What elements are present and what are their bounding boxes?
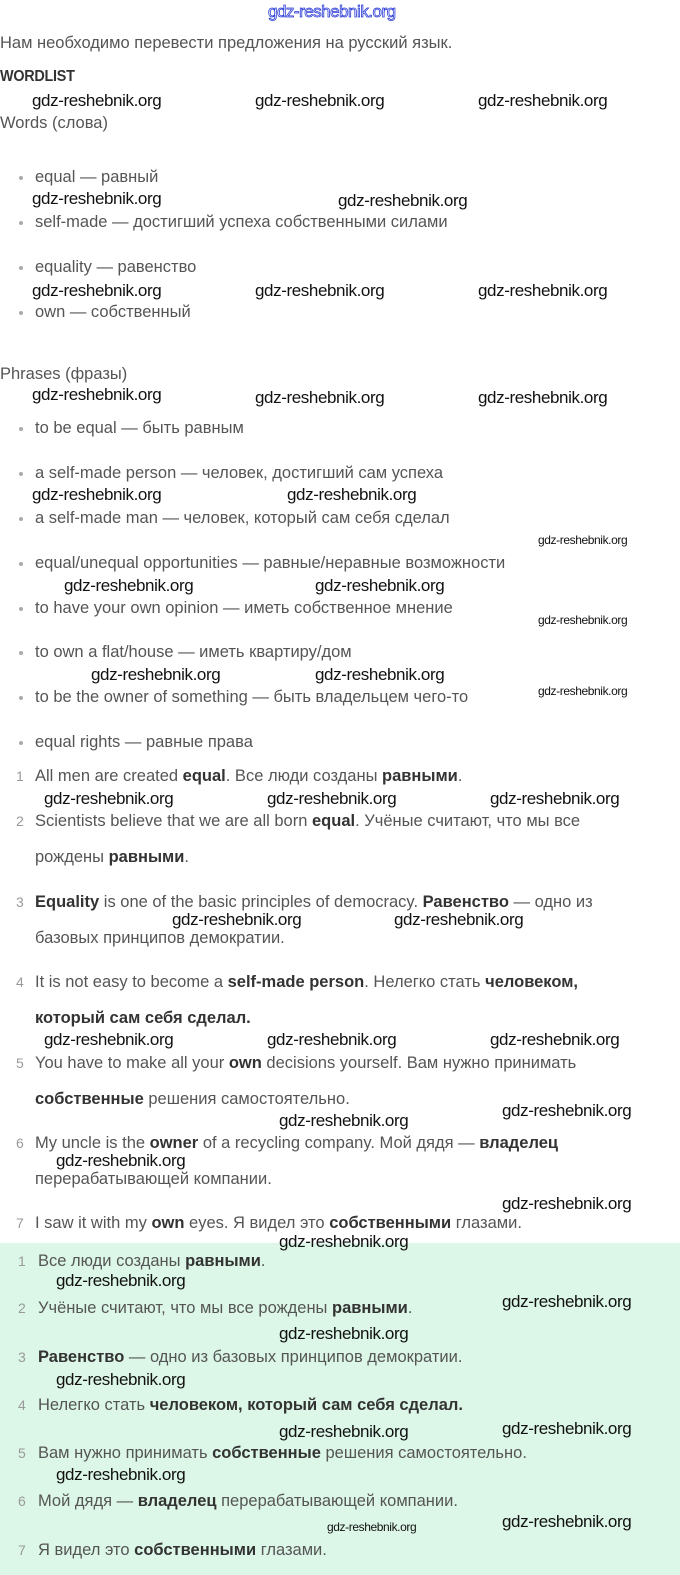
text-segment: I saw it with my <box>35 1214 152 1232</box>
bullet-icon <box>19 266 23 270</box>
word-item <box>35 167 158 187</box>
text-segment: — одно из <box>508 893 593 911</box>
text-segment: equal rights — равные права <box>35 733 253 751</box>
bold-text: равными <box>108 848 185 866</box>
watermark: gdz-reshebnik.org <box>490 789 620 808</box>
text-segment: to be equal — быть равным <box>35 419 244 437</box>
bullet-icon <box>19 517 23 521</box>
item-number: 6 <box>16 1135 24 1151</box>
text-segment: . Учёные считают, что мы все <box>355 812 581 830</box>
text-segment: equal — равный <box>35 168 159 186</box>
text-segment: of a recycling company. Мой дядя — <box>198 1134 480 1152</box>
watermark: gdz-reshebnik.org <box>56 1271 186 1290</box>
watermark: gdz-reshebnik.org <box>287 485 417 504</box>
text-segment: перерабатывающей компании. <box>216 1492 458 1510</box>
text-segment: Вам нужно принимать <box>38 1444 213 1462</box>
watermark: gdz-reshebnik.org <box>394 910 524 929</box>
watermark: gdz-reshebnik.org <box>56 1465 186 1484</box>
word-item <box>35 212 448 232</box>
text-segment: рождены <box>35 848 109 866</box>
item-number: 1 <box>16 768 24 784</box>
phrase-item <box>35 642 352 662</box>
item-number: 3 <box>16 894 24 910</box>
item-number: 2 <box>18 1300 26 1316</box>
watermark: gdz-reshebnik.org <box>255 91 385 110</box>
bold-text: owner <box>149 1134 199 1152</box>
watermark: gdz-reshebnik.org <box>502 1292 632 1311</box>
text-segment: . <box>260 1252 266 1270</box>
watermark: gdz-reshebnik.org <box>315 665 445 684</box>
sentence-line <box>35 928 285 948</box>
wordlist-title: WORDLIST <box>0 68 75 85</box>
bullet-icon <box>19 472 23 476</box>
watermark: gdz-reshebnik.org <box>538 533 628 547</box>
phrase-item <box>35 732 253 752</box>
translation-line <box>38 1251 265 1271</box>
watermark: gdz-reshebnik.org <box>478 91 608 110</box>
text-segment: own — собственный <box>35 303 191 321</box>
text-segment: self-made — достигший успеха собственными силами <box>35 213 448 231</box>
text-segment: . Нелегко стать <box>364 973 486 991</box>
translation-line <box>38 1395 463 1415</box>
text-segment: to own a flat/house — иметь квартиру/дом <box>35 643 352 661</box>
bold-text: человеком, <box>485 973 579 991</box>
watermark: gdz-reshebnik.org <box>172 910 302 929</box>
text-segment: a self-made person — человек, достигший сам успеха <box>35 464 444 482</box>
text-segment: equal/unequal opportunities — равные/неравные возможности <box>35 554 506 572</box>
watermark: gdz-reshebnik.org <box>502 1512 632 1531</box>
watermark: gdz-reshebnik.org <box>279 1111 409 1130</box>
text-segment: Нелегко стать <box>38 1396 150 1414</box>
watermark: gdz-reshebnik.org <box>538 613 628 627</box>
text-segment: . <box>407 1299 413 1317</box>
word-item <box>35 257 196 277</box>
item-number: 4 <box>16 974 24 990</box>
phrase-item <box>35 553 505 573</box>
bold-text: который сам себя сделал. <box>35 1009 251 1027</box>
phrase-item <box>35 687 468 707</box>
bullet-icon <box>19 696 23 700</box>
sentence-line <box>35 847 189 867</box>
bullet-icon <box>19 741 23 745</box>
text-segment: . <box>184 848 189 866</box>
bold-text: Равенство <box>38 1348 125 1366</box>
sentence-line <box>35 1169 272 1189</box>
intro-text: Нам необходимо перевести предложения на русский язык. <box>0 34 453 52</box>
translation-line <box>38 1298 412 1318</box>
text-segment: . Все люди созданы <box>225 767 383 785</box>
sentence-line <box>35 1089 350 1109</box>
item-number: 7 <box>16 1215 24 1231</box>
watermark: gdz-reshebnik.org <box>91 665 221 684</box>
phrase-item <box>35 463 443 483</box>
watermark: gdz-reshebnik.org <box>338 191 468 210</box>
phrase-item <box>35 418 244 438</box>
text-segment: решения самостоятельно. <box>143 1090 350 1108</box>
watermark: gdz-reshebnik.org <box>255 388 385 407</box>
bold-text: собственные <box>212 1444 321 1462</box>
watermark: gdz-reshebnik.org <box>502 1194 632 1213</box>
watermark: gdz-reshebnik.org <box>490 1030 620 1049</box>
bullet-icon <box>19 176 23 180</box>
watermark: gdz-reshebnik.org <box>255 281 385 300</box>
item-number: 5 <box>16 1055 24 1071</box>
watermark: gdz-reshebnik.org <box>279 1232 409 1251</box>
text-segment: Учёные считают, что мы все рождены <box>38 1299 332 1317</box>
bold-text: владелец <box>479 1134 559 1152</box>
watermark: gdz-reshebnik.org <box>478 281 608 300</box>
text-segment: My uncle is the <box>35 1134 150 1152</box>
watermark: gdz-reshebnik.org <box>279 1324 409 1343</box>
text-segment: equality — равенство <box>35 258 197 276</box>
text-segment: You have to make all your <box>35 1054 229 1072</box>
bold-text: own <box>228 1054 262 1072</box>
text-segment: глазами. <box>256 1541 327 1559</box>
bold-text: self-made person <box>227 973 365 991</box>
bullet-icon <box>19 311 23 315</box>
watermark: gdz-reshebnik.org <box>56 1370 186 1389</box>
item-number: 2 <box>16 813 24 829</box>
watermark: gdz-reshebnik.org <box>32 189 162 208</box>
text-segment: to have your own opinion — иметь собственное мнение <box>35 599 453 617</box>
bold-text: равными <box>332 1299 408 1317</box>
translation-line <box>38 1491 458 1511</box>
watermark: gdz-reshebnik.org <box>44 1030 174 1049</box>
text-segment: Все люди созданы <box>38 1252 186 1270</box>
watermark: gdz-reshebnik.org <box>538 684 628 698</box>
watermark: gdz-reshebnik.org <box>267 789 397 808</box>
bold-text: равными <box>382 767 458 785</box>
text-segment: It is not easy to become a <box>35 973 228 991</box>
sentence-line <box>35 892 593 912</box>
item-number: 7 <box>18 1542 26 1558</box>
bold-text: equal <box>311 812 356 830</box>
text-segment: eyes. Я видел это <box>184 1214 330 1232</box>
text-segment: Мой дядя — <box>38 1492 138 1510</box>
sentence-line <box>35 1053 576 1073</box>
watermark: gdz-reshebnik.org <box>32 385 162 404</box>
translation-line <box>38 1443 527 1463</box>
text-segment: a self-made man — человек, который сам себя сделал <box>35 509 450 527</box>
bullet-icon <box>19 427 23 431</box>
item-number: 3 <box>18 1349 26 1365</box>
text-segment: All men are created <box>35 767 183 785</box>
words-heading: Words (слова) <box>0 114 108 132</box>
sentence-line <box>35 1133 558 1153</box>
text-segment: перерабатывающей компании. <box>35 1170 272 1188</box>
bold-text: equal <box>182 767 226 785</box>
bold-text: собственными <box>134 1541 257 1559</box>
bold-text: own <box>151 1214 185 1232</box>
bullet-icon <box>19 607 23 611</box>
item-number: 1 <box>18 1253 26 1269</box>
text-segment: to be the owner of something — быть владельцем чего-то <box>35 688 469 706</box>
phrase-item <box>35 508 450 528</box>
bold-text: Equality <box>35 893 100 911</box>
bold-text: собственными <box>329 1214 452 1232</box>
translation-line <box>38 1540 327 1560</box>
sentence-line <box>35 972 578 992</box>
text-segment: . <box>457 767 463 785</box>
bullet-icon <box>19 562 23 566</box>
item-number: 6 <box>18 1493 26 1509</box>
translation-line <box>38 1347 462 1367</box>
bullet-icon <box>19 221 23 225</box>
word-item <box>35 302 191 322</box>
bold-text: владелец <box>137 1492 217 1510</box>
sentence-line <box>35 811 580 831</box>
text-segment: — одно из базовых принципов демократии. <box>124 1348 463 1366</box>
watermark: gdz-reshebnik.org <box>478 388 608 407</box>
bold-text: равными <box>185 1252 261 1270</box>
bold-text: Равенство <box>422 893 509 911</box>
sentence-line <box>35 1213 522 1233</box>
watermark: gdz-reshebnik.org <box>64 576 194 595</box>
watermark: gdz-reshebnik.org <box>56 1151 186 1170</box>
text-segment: decisions yourself. Вам нужно принимать <box>261 1054 577 1072</box>
item-number: 4 <box>18 1397 26 1413</box>
text-segment: is one of the basic principles of democracy. <box>99 893 423 911</box>
text-segment: базовых принципов демократии. <box>35 929 285 947</box>
watermark: gdz-reshebnik.org <box>267 1030 397 1049</box>
text-segment: глазами. <box>451 1214 522 1232</box>
sentence-line <box>35 1008 251 1028</box>
watermark: gdz-reshebnik.org <box>32 485 162 504</box>
text-segment: Я видел это <box>38 1541 135 1559</box>
watermark: gdz-reshebnik.org <box>502 1419 632 1438</box>
watermark: gdz-reshebnik.org <box>502 1101 632 1120</box>
watermark: gdz-reshebnik.org <box>44 789 174 808</box>
watermark: gdz-reshebnik.org <box>32 281 162 300</box>
text-segment: решения самостоятельно. <box>320 1444 527 1462</box>
item-number: 5 <box>18 1445 26 1461</box>
watermark: gdz-reshebnik.org <box>32 91 162 110</box>
header-watermark: gdz-reshebnik.org <box>268 2 396 21</box>
watermark: gdz-reshebnik.org <box>327 1520 417 1534</box>
phrases-heading: Phrases (фразы) <box>0 365 128 383</box>
bold-text: собственные <box>35 1090 144 1108</box>
phrase-item <box>35 598 453 618</box>
watermark: gdz-reshebnik.org <box>279 1422 409 1441</box>
sentence-line <box>35 766 462 786</box>
bullet-icon <box>19 651 23 655</box>
watermark: gdz-reshebnik.org <box>315 576 445 595</box>
text-segment: Scientists believe that we are all born <box>35 812 312 830</box>
bold-text: человеком, который сам себя сделал. <box>149 1396 463 1414</box>
